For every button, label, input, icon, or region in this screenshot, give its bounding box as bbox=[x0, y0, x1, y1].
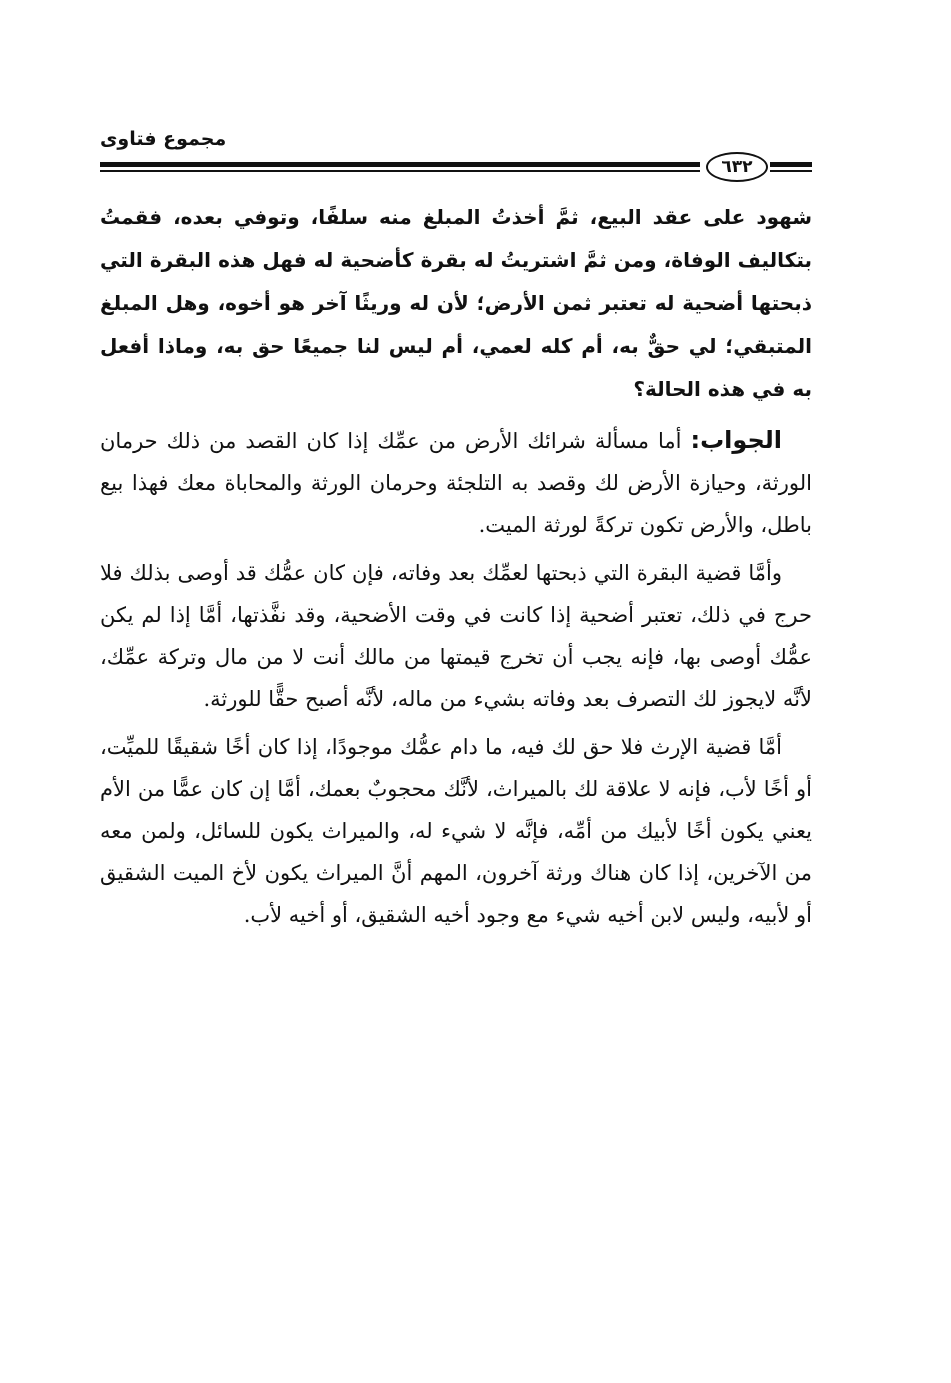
book-title: مجموع فتاوى bbox=[100, 128, 227, 150]
question-text: شهود على عقد البيع، ثمَّ أخذتُ المبلغ منه سلفًا، وتوفي بعده، فقمتُ بتكاليف الوفاة، ومن ثمَّ اشتريتُ له بقرة كأضحية له فهل هذه البقرة التي ذبحتها أضحية له تعتبر ثمن الأرض؛ لأن له وريثًا آخر هو أخوه، وهل المبلغ المتبقي؛ لي حقٌّ به، أم كله لعمي، أم ليس لنا جميعًا حق به، وماذا أفعل به في هذه الحالة؟ bbox=[100, 205, 812, 401]
header-rule-thin bbox=[100, 170, 700, 172]
answer-label: الجواب: bbox=[690, 426, 782, 454]
answer-paragraph-2: وأمَّا قضية البقرة التي ذبحتها لعمِّك بعد وفاته، فإن كان عمُّك قد أوصى بذلك فلا حرج في ذلك، تعتبر أضحية إذا كانت في وقت الأضحية، وقد نفَّذتها، أمَّا إذا لم يكن عمُّك أوصى بها، فإنه يجب أن تخرج قيمتها من مالك أنت لا من مال وتركة عمِّك، لأنَّه لايجوز لك التصرف بعد وفاته بشيء من ماله، لأنَّه أصبح حقًّا للورثة. bbox=[100, 561, 812, 711]
page-number: ٦٣٢ bbox=[706, 152, 768, 182]
header-rule-stub-thick bbox=[770, 162, 812, 167]
answer-paragraph-1-text: أما مسألة شرائك الأرض من عمِّك إذا كان القصد من ذلك حرمان الورثة، وحيازة الأرض لك وقصد به التلجئة وحرمان الورثة والمحاباة معك فهذا بيع باطل، والأرض تكون تركةً لورثة الميت. bbox=[100, 429, 812, 537]
answer-paragraph-3: أمَّا قضية الإرث فلا حق لك فيه، ما دام عمُّك موجودًا، إذا كان أخًا شقيقًا للميِّت، أو أخًا لأب، فإنه لا علاقة لك بالميراث، لأنَّك محجوبٌ بعمك، أمَّا إن كان عمًّا من الأم يعني يكون أخًا لأبيك من أمِّه، فإنَّه لا شيء له، والميراث يكون للسائل، ولمن معه من الآخرين، إذا كان هناك ورثة آخرون، المهم أنَّ الميراث يكون لأخ الميت الشقيق أو لأبيه، وليس لابن أخيه شيء مع وجود أخيه الشقيق، أو أخيه لأب. bbox=[100, 735, 812, 927]
answer-paragraph-1 bbox=[100, 419, 812, 546]
header-rule-stub-thin bbox=[770, 170, 812, 172]
page-header bbox=[100, 128, 812, 180]
page-content bbox=[100, 196, 812, 942]
header-rule-thick bbox=[100, 162, 700, 167]
